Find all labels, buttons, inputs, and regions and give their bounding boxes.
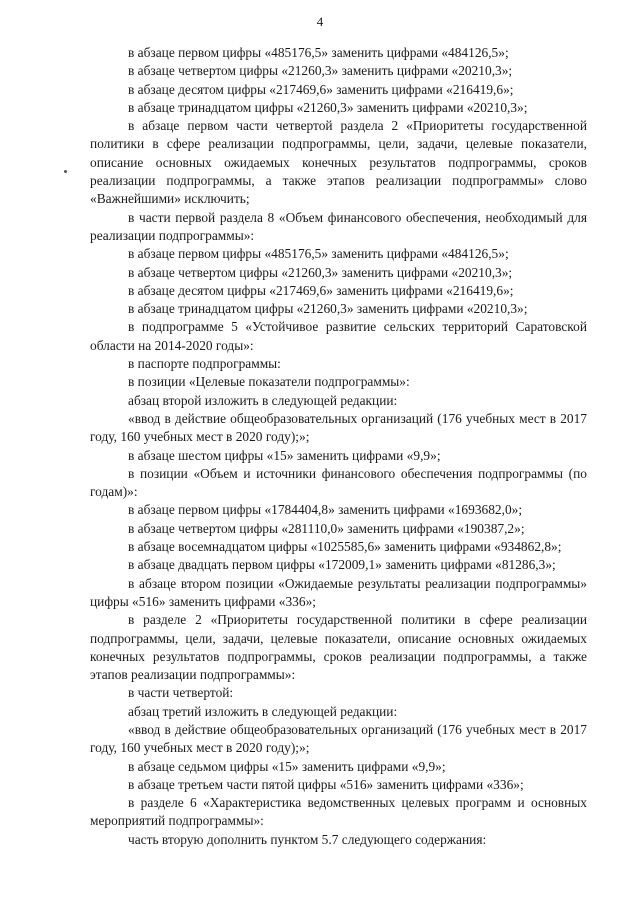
paragraph: в абзаце десятом цифры «217469,6» заменить цифрами «216419,6»; (128, 81, 514, 97)
paragraph: в части первой раздела 8 «Объем финансового обеспечения, необходимый для реализации подпрограммы»: (90, 209, 587, 243)
paragraph: в абзаце четвертом цифры «21260,3» заменить цифрами «20210,3»; (128, 264, 513, 280)
paragraph: в абзаце первом части четвертой раздела 2 «Приоритеты государственной политики в сфере реализации подпрограммы, цели, задачи, целевые показатели, описание основных ожидаемых конечных результатов подпрограммы, сроков реализации подпрограммы, а также этапов реализации подпрограммы» слово «Важнейшими» исключить; (90, 118, 587, 207)
paragraph: в абзаце двадцать первом цифры «172009,1» заменить цифрами «81286,3»; (128, 557, 556, 573)
paragraph: в абзаце тринадцатом цифры «21260,3» заменить цифрами «20210,3»; (128, 99, 528, 115)
paragraph: в паспорте подпрограммы: (128, 356, 281, 372)
page-number: 4 (316, 14, 324, 29)
paragraph: «ввод в действие общеобразовательных организаций (176 учебных мест в 2017 году, 160 учебных мест в 2020 году);»; (90, 721, 587, 756)
document-body (90, 44, 587, 849)
margin-dot (64, 170, 67, 173)
paragraph: абзац третий изложить в следующей редакции: (128, 703, 398, 719)
paragraph: в абзаце втором позиции «Ожидаемые результаты реализации подпрограммы» цифры «516» заменить цифрами «336»; (90, 575, 587, 609)
paragraph: в абзаце первом цифры «485176,5» заменить цифрами «484126,5»; (128, 45, 509, 60)
paragraph: в абзаце первом цифры «485176,5» заменить цифрами «484126,5»; (128, 246, 509, 262)
paragraph: в разделе 2 «Приоритеты государственной политики в сфере реализации подпрограммы, цели, задачи, целевые показатели, описание основных ожидаемых конечных результатов подпрограммы, сроков реализации подпрограммы, а также этапов реализации подпрограммы»: (90, 612, 587, 683)
paragraph: в абзаце тринадцатом цифры «21260,3» заменить цифрами «20210,3»; (128, 301, 528, 317)
paragraph: «ввод в действие общеобразовательных организаций (176 учебных мест в 2017 году, 160 учебных мест в 2020 году);»; (90, 410, 587, 445)
paragraph: в части четвертой: (128, 685, 234, 701)
paragraph: в позиции «Объем и источники финансового обеспечения подпрограммы (по годам)»: (90, 465, 587, 500)
paragraph: в абзаце седьмом цифры «15» заменить цифрами «9,9»; (128, 758, 446, 774)
paragraph: часть вторую дополнить пунктом 5.7 следующего содержания: (128, 831, 487, 847)
paragraph: в позиции «Целевые показатели подпрограммы»: (128, 374, 410, 390)
paragraph: в абзаце четвертом цифры «281110,0» заменить цифрами «190387,2»; (128, 520, 525, 536)
paragraph: в абзаце первом цифры «1784404,8» заменить цифрами «1693682,0»; (128, 502, 523, 518)
paragraph: в абзаце восемнадцатом цифры «1025585,6» заменить цифрами «934862,8»; (128, 539, 562, 555)
paragraph: в абзаце третьем части пятой цифры «516» заменить цифрами «336»; (128, 776, 524, 792)
paragraph: абзац второй изложить в следующей редакции: (128, 392, 398, 408)
paragraph: в абзаце десятом цифры «217469,6» заменить цифрами «216419,6»; (128, 282, 514, 298)
paragraph: в абзаце четвертом цифры «21260,3» заменить цифрами «20210,3»; (128, 63, 513, 79)
paragraph: в разделе 6 «Характеристика ведомственных целевых программ и основных мероприятий подпрограммы»: (90, 795, 587, 829)
paragraph: в подпрограмме 5 «Устойчивое развитие сельских территорий Саратовской области на 2014-2020 годы»: (90, 319, 587, 353)
paragraph: в абзаце шестом цифры «15» заменить цифрами «9,9»; (128, 447, 441, 463)
